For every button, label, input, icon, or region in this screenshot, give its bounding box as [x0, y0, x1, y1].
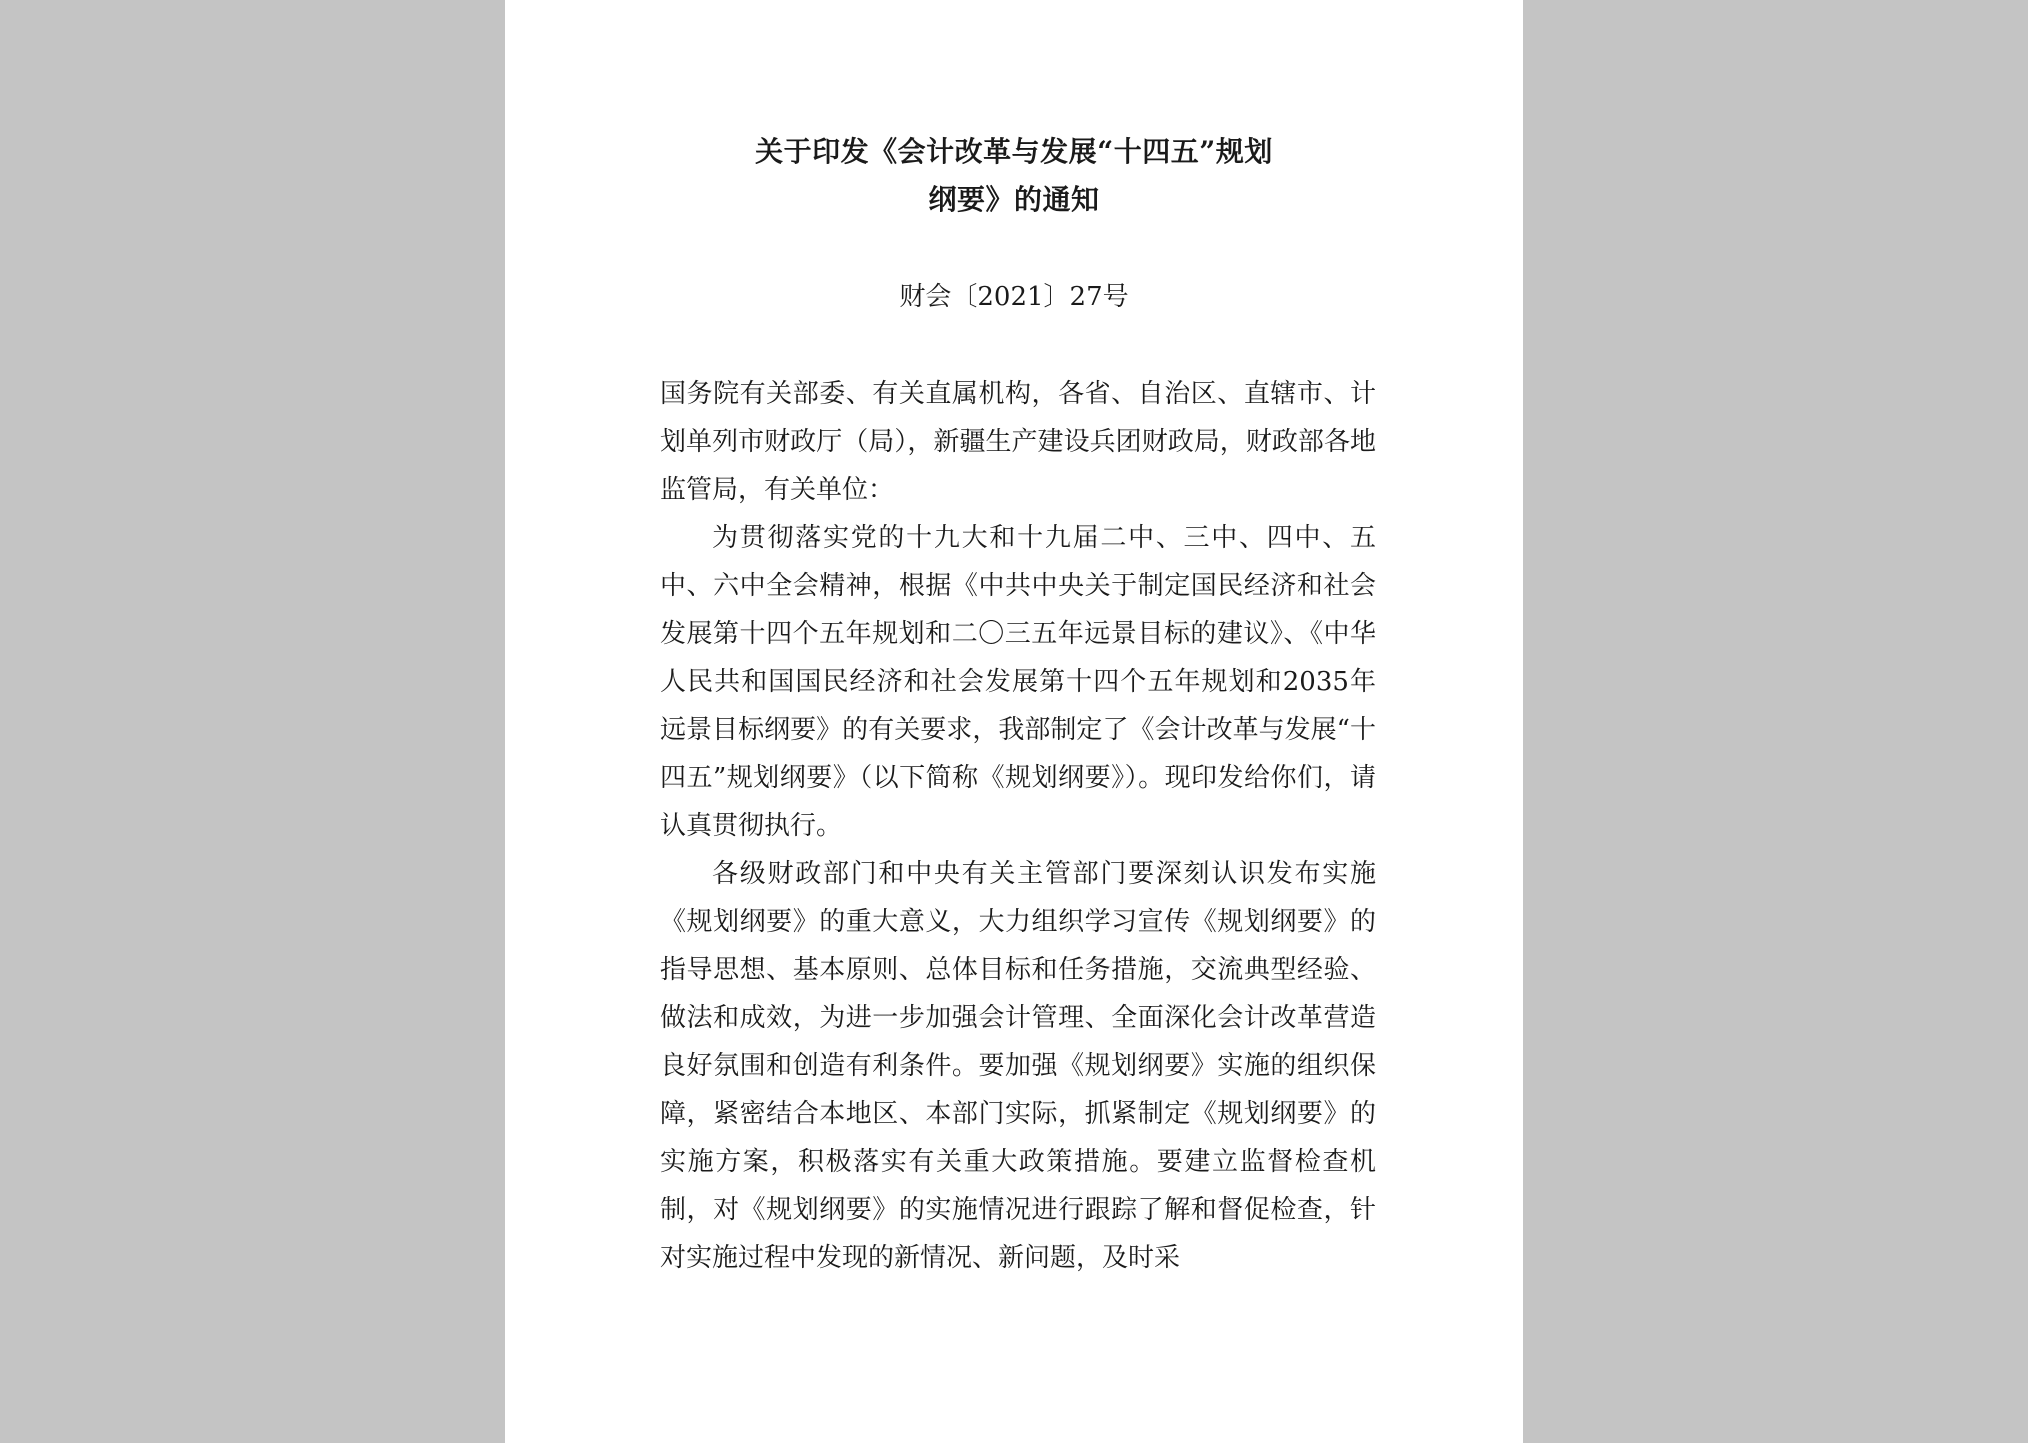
document-body: [660, 370, 1376, 1282]
document-number: 财会〔2021〕27号: [899, 282, 1129, 312]
body-paragraph-1: 为贯彻落实党的十九大和十九届二中、三中、四中、五中、六中全会精神，根据《中共中央关于制定国民经济和社会发展第十四个五年规划和二〇三五年远景目标的建议》、《中华人民共和国国民经济和社会发展第十四个五年规划和2035年远景目标纲要》的有关要求，我部制定了《会计改革与发展“十四五”规划纲要》（以下简称《规划纲要》）。现印发给你们，请认真贯彻执行。: [660, 523, 1376, 841]
document-title-line-2: 纲要》的通知: [928, 183, 1100, 216]
document-title-line-1: 关于印发《会计改革与发展“十四五”规划: [755, 135, 1273, 168]
document-page: [505, 0, 1523, 1443]
addressee-paragraph: 国务院有关部委、有关直属机构，各省、自治区、直辖市、计划单列市财政厅（局），新疆生产建设兵团财政局，财政部各地监管局，有关单位：: [660, 379, 1376, 505]
body-paragraph-2: 各级财政部门和中央有关主管部门要深刻认识发布实施《规划纲要》的重大意义，大力组织学习宣传《规划纲要》的指导思想、基本原则、总体目标和任务措施，交流典型经验、做法和成效，为进一步加强会计管理、全面深化会计改革营造良好氛围和创造有利条件。要加强《规划纲要》实施的组织保障，紧密结合本地区、本部门实际，抓紧制定《规划纲要》的实施方案，积极落实有关重大政策措施。要建立监督检查机制，对《规划纲要》的实施情况进行跟踪了解和督促检查，针对实施过程中发现的新情况、新问题，及时采: [660, 859, 1376, 1273]
